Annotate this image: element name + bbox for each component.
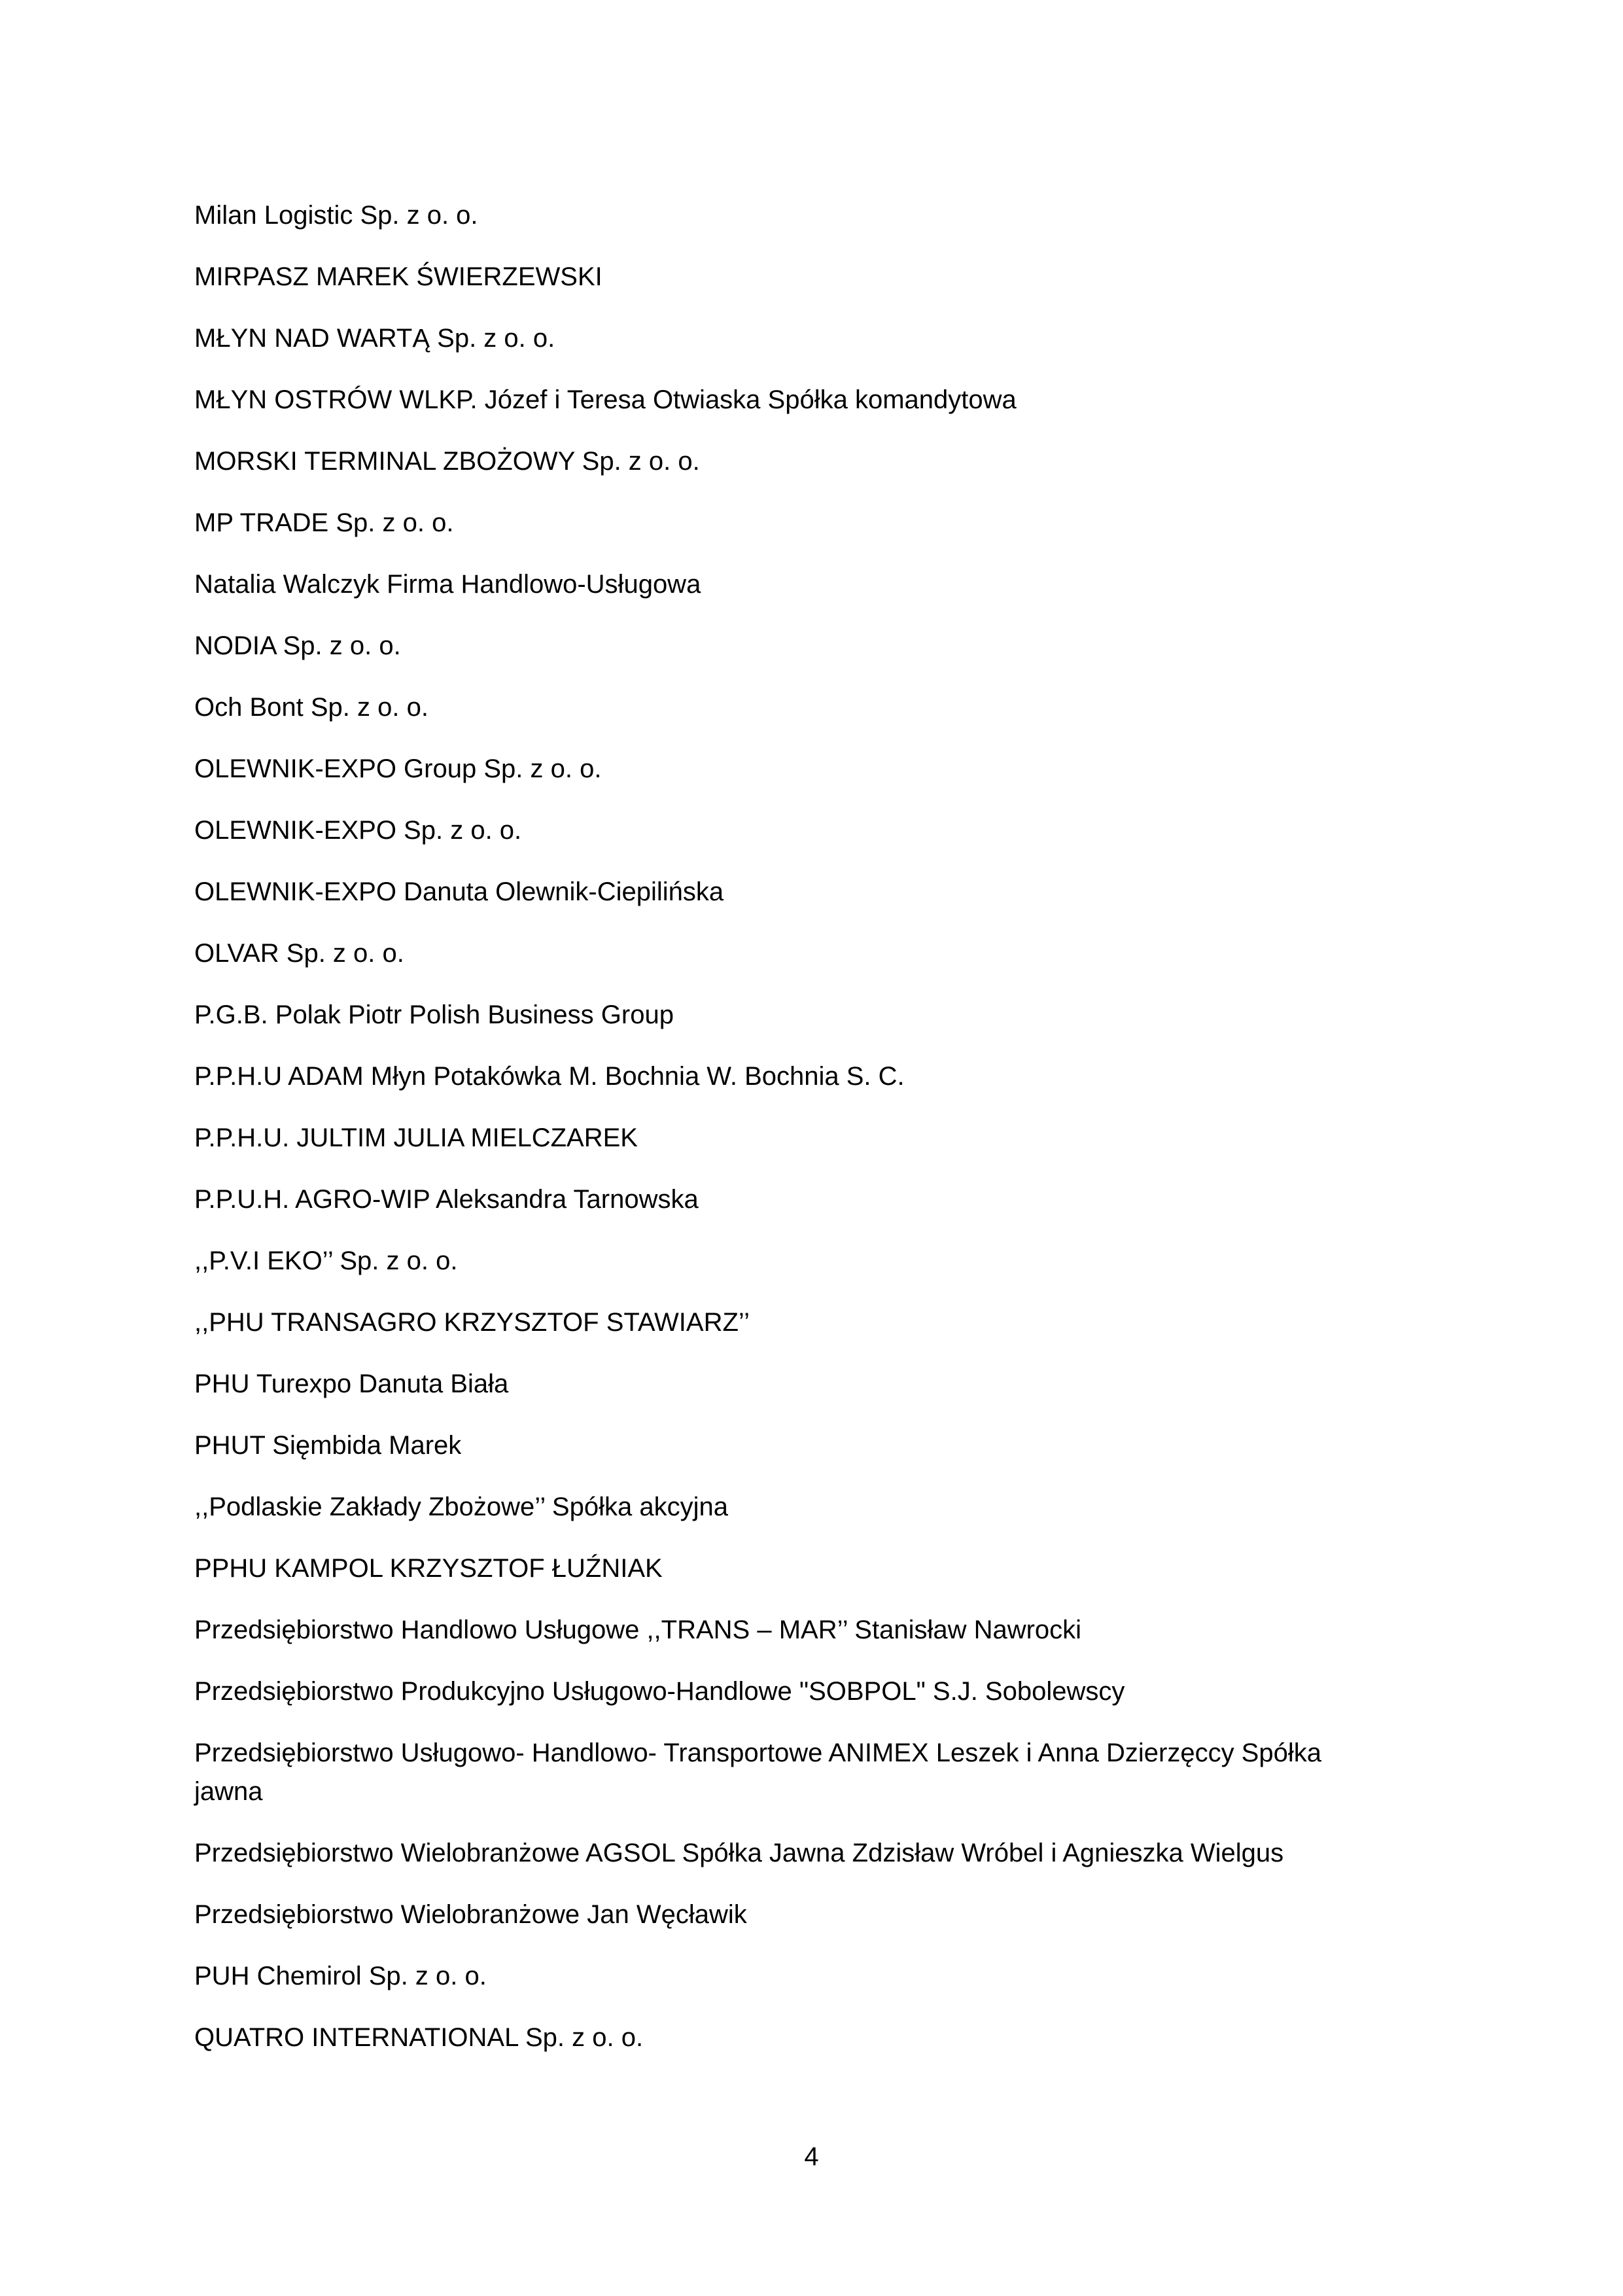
list-item: Przedsiębiorstwo Produkcyjno Usługowo-Handlowe "SOBPOL" S.J. Sobolewscy	[194, 1677, 1125, 1706]
list-item: MIRPASZ MAREK ŚWIERZEWSKI	[194, 262, 602, 291]
list-item: ,,P.V.I EKO’’ Sp. z o. o.	[194, 1246, 458, 1275]
list-item: OLEWNIK-EXPO Sp. z o. o.	[194, 816, 522, 845]
list-item: OLEWNIK-EXPO Group Sp. z o. o.	[194, 754, 602, 783]
list-item: P.G.B. Polak Piotr Polish Business Group	[194, 1000, 674, 1029]
list-item: NODIA Sp. z o. o.	[194, 631, 401, 660]
list-item: PHU Turexpo Danuta Biała	[194, 1369, 509, 1398]
list-item: MŁYN NAD WARTĄ Sp. z o. o.	[194, 324, 555, 353]
list-item: Przedsiębiorstwo Wielobranżowe Jan Węcławik	[194, 1900, 747, 1929]
list-item: Milan Logistic Sp. z o. o.	[194, 201, 478, 230]
list-item: PPHU KAMPOL KRZYSZTOF ŁUŹNIAK	[194, 1554, 663, 1583]
list-item: OLEWNIK-EXPO Danuta Olewnik-Ciepilińska	[194, 877, 724, 906]
list-item: MŁYN OSTRÓW WLKP. Józef i Teresa Otwiaska Spółka komandytowa	[194, 385, 1017, 414]
list-item: OLVAR Sp. z o. o.	[194, 939, 404, 968]
list-item: Przedsiębiorstwo Wielobranżowe AGSOL Spółka Jawna Zdzisław Wróbel i Agnieszka Wielgus	[194, 1839, 1284, 1867]
list-item: Och Bont Sp. z o. o.	[194, 693, 428, 722]
list-item: PHUT Sięmbida Marek	[194, 1431, 462, 1460]
list-item: Przedsiębiorstwo Usługowo- Handlowo- Transportowe ANIMEX Leszek i Anna Dzierzęccy Spółka jawna	[194, 1739, 1321, 1806]
list-item: ,,PHU TRANSAGRO KRZYSZTOF STAWIARZ’’	[194, 1308, 750, 1337]
list-item: P.P.U.H. AGRO-WIP Aleksandra Tarnowska	[194, 1185, 699, 1214]
list-item: ,,Podlaskie Zakłady Zbożowe’’ Spółka akcyjna	[194, 1492, 728, 1521]
company-list	[194, 196, 1437, 2080]
list-item: MP TRADE Sp. z o. o.	[194, 508, 454, 537]
list-item: P.P.H.U. JULTIM JULIA MIELCZAREK	[194, 1123, 638, 1152]
list-item: Natalia Walczyk Firma Handlowo-Usługowa	[194, 570, 701, 599]
list-item: Przedsiębiorstwo Handlowo Usługowe ,,TRANS – MAR’’ Stanisław Nawrocki	[194, 1616, 1082, 1644]
list-item: P.P.H.U ADAM Młyn Potakówka M. Bochnia W. Bochnia S. C.	[194, 1062, 905, 1091]
list-item: MORSKI TERMINAL ZBOŻOWY Sp. z o. o.	[194, 447, 700, 476]
page-number: 4	[804, 2142, 819, 2171]
list-item: PUH Chemirol Sp. z o. o.	[194, 1962, 487, 1990]
list-item: QUATRO INTERNATIONAL Sp. z o. o.	[194, 2023, 644, 2052]
